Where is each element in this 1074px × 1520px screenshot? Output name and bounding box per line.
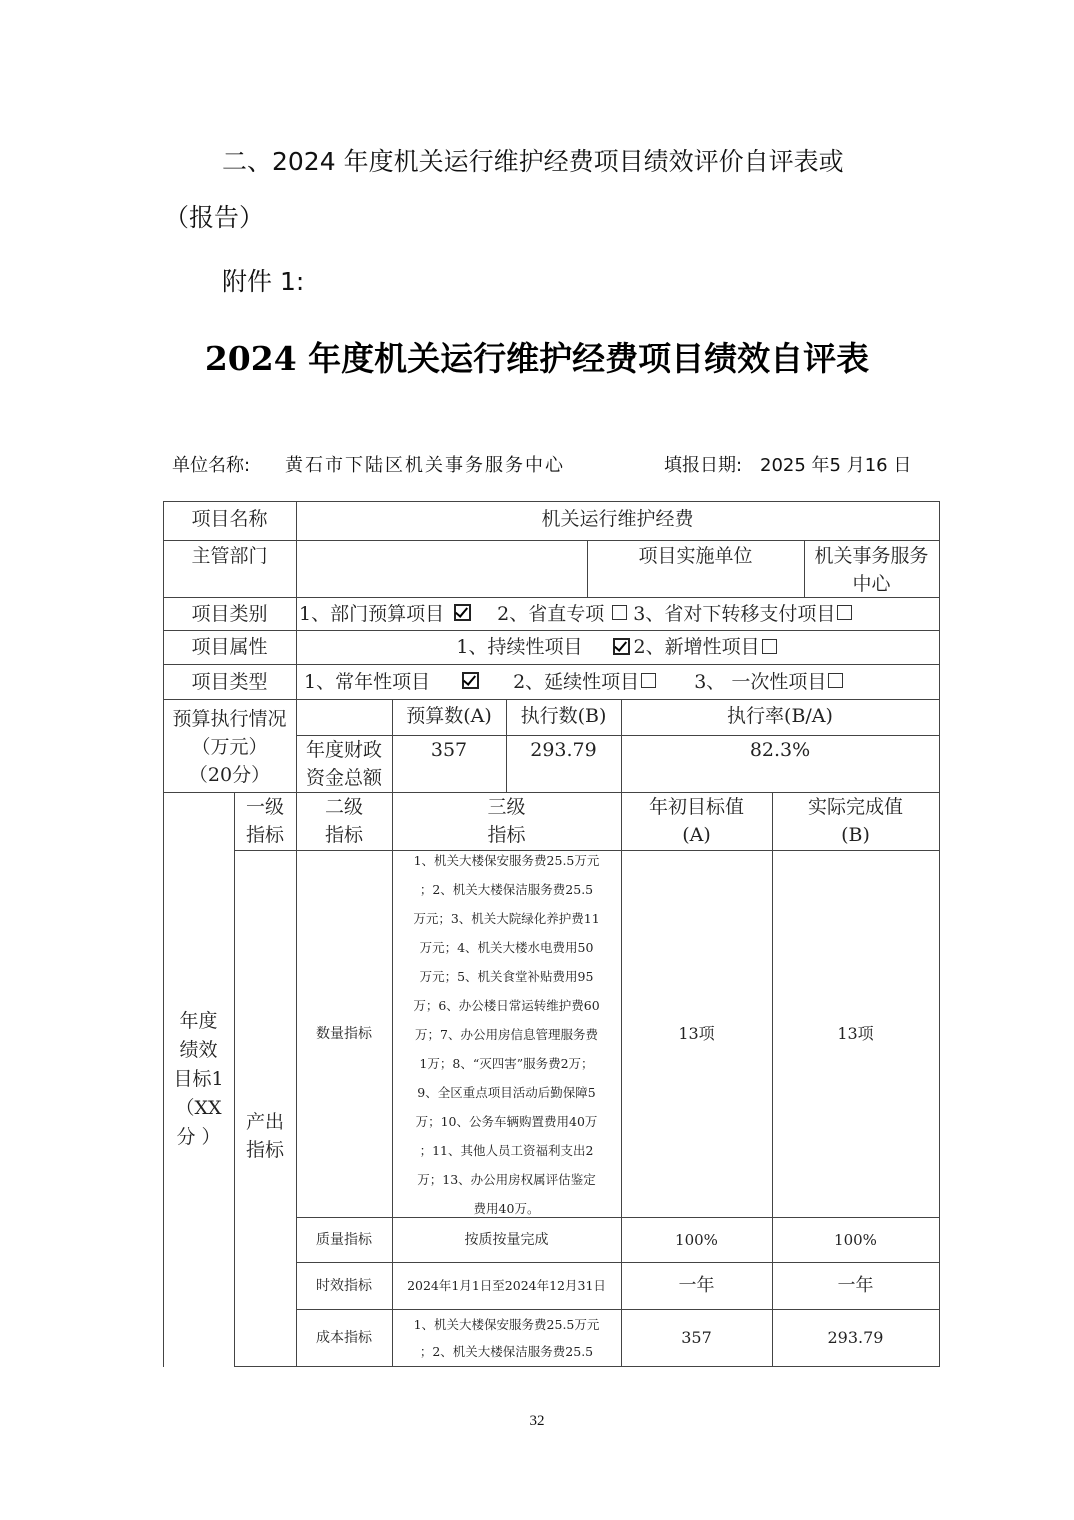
level3-cost <box>392 1310 621 1366</box>
level2-timeliness: 时效指标 <box>316 1277 372 1294</box>
type-option-1-label: 1、常年性项目 <box>304 670 431 693</box>
level3-line: ；2、机关大楼保洁服务费25.5 <box>419 881 594 897</box>
col-level2-header <box>296 792 392 850</box>
level2-quality: 质量指标 <box>316 1231 372 1248</box>
category-options <box>296 597 939 630</box>
attribute-options <box>296 630 939 664</box>
col-budget-header: 预算数(A) <box>406 705 492 727</box>
level3-line: 1、机关大楼保安服务费25.5万元 <box>413 1317 600 1332</box>
type-option-1[interactable] <box>304 668 483 696</box>
header-line: (A) <box>682 824 711 846</box>
level1-line: 指标 <box>245 1139 284 1161</box>
checked-checkbox-icon[interactable] <box>454 604 471 621</box>
level1-output-indicator <box>234 1106 296 1166</box>
type-option-3-label: 3、 一次性项目 <box>694 670 827 693</box>
fiscal-total-line1: 年度财政 <box>305 738 382 761</box>
type-label: 项目类型 <box>191 670 268 693</box>
section-heading-line1: 二、2024 年度机关运行维护经费项目绩效评价自评表或 <box>222 147 844 176</box>
col-target-header <box>621 792 772 850</box>
section-heading-line2: （报告） <box>164 203 265 232</box>
level3-quality: 按质按量完成 <box>464 1231 549 1248</box>
actual-quality: 100% <box>834 1230 877 1249</box>
table-border <box>939 501 940 1367</box>
header-line: 实际完成值 <box>807 796 903 818</box>
level3-line: 1、机关大楼保安服务费25.5万元 <box>413 852 600 868</box>
attribute-option-2-label: 2、新增性项目 <box>633 636 760 658</box>
header-line: 一级 <box>245 796 284 818</box>
category-option-1[interactable] <box>299 600 475 628</box>
target-quantity: 13项 <box>678 1023 715 1043</box>
dept-label: 主管部门 <box>191 545 268 567</box>
impl-unit-label: 项目实施单位 <box>638 545 753 567</box>
category-option-3-label: 3、省对下转移支付项目 <box>633 602 836 625</box>
attribute-option-1-label: 1、持续性项目 <box>456 636 583 658</box>
level3-line: 万元；5、机关食堂补贴费用95 <box>419 968 594 984</box>
rate-value: 82.3% <box>749 739 811 761</box>
project-name-label: 项目名称 <box>191 508 268 530</box>
level3-line: 万；10、公务车辆购置费用40万 <box>415 1113 598 1129</box>
checked-checkbox-icon[interactable] <box>613 638 630 655</box>
report-date-value: 2025 年5 月16 日 <box>760 455 912 476</box>
checked-checkbox-icon[interactable] <box>462 672 479 689</box>
budget-label-line1: 预算执行情况 <box>172 707 287 730</box>
level3-timeliness: 2024年1月1日至2024年12月31日 <box>407 1277 606 1293</box>
header-line: 指标 <box>487 824 526 846</box>
level3-line: 万元；3、机关大院绿化养护费11 <box>413 910 600 926</box>
level3-quantity <box>392 851 621 1217</box>
col-actual-header <box>772 792 939 850</box>
attribute-label: 项目属性 <box>191 636 268 658</box>
report-date-label: 填报日期: <box>664 455 743 476</box>
actual-quantity: 13项 <box>837 1023 874 1043</box>
level3-line: 万元；4、机关大楼水电费用50 <box>419 939 594 955</box>
empty-checkbox-icon[interactable] <box>762 639 777 654</box>
col-rate-header: 执行率(B/A) <box>727 705 833 727</box>
category-option-1-label: 1、部门预算项目 <box>299 602 445 625</box>
type-option-2-label: 2、延续性项目 <box>513 670 640 693</box>
level2-cost: 成本指标 <box>316 1329 372 1346</box>
attribute-option-2[interactable] <box>634 633 779 661</box>
header-line: 二级 <box>324 796 363 818</box>
budget-label-line3: （20分） <box>188 763 271 786</box>
header-line: 三级 <box>487 796 526 818</box>
goal-label-line: 绩效 <box>179 1038 218 1061</box>
header-line: 年初目标值 <box>648 796 744 818</box>
project-name-value: 机关运行维护经费 <box>541 508 694 530</box>
level3-line: 1万；8、“灭四害”服务费2万； <box>419 1055 594 1071</box>
type-options <box>296 664 939 699</box>
level3-line: 万；6、办公楼日常运转维护费60 <box>413 997 600 1013</box>
goal-label-line: 目标1 <box>173 1067 224 1090</box>
budget-execution-label <box>163 699 296 792</box>
exec-value: 293.79 <box>530 739 597 761</box>
header-line: (B) <box>841 824 870 846</box>
empty-checkbox-icon[interactable] <box>828 673 843 688</box>
col-level1-header <box>234 792 296 850</box>
header-line: 指标 <box>324 824 363 846</box>
fiscal-total-line2: 资金总额 <box>305 766 382 789</box>
table-rule <box>234 792 235 1367</box>
unit-name-label: 单位名称: <box>172 455 251 476</box>
level1-line: 产出 <box>245 1111 284 1133</box>
level3-line: 万；7、办公用房信息管理服务费 <box>415 1026 598 1042</box>
budget-value: 357 <box>430 739 468 761</box>
type-option-3[interactable] <box>694 668 845 696</box>
category-label: 项目类别 <box>191 602 268 625</box>
fiscal-total-label <box>296 735 392 792</box>
empty-checkbox-icon[interactable] <box>641 673 656 688</box>
col-exec-header: 执行数(B) <box>520 705 607 727</box>
level3-line: 费用40万。 <box>473 1200 540 1216</box>
goal-label-line: 分 ） <box>176 1125 221 1148</box>
document-title: 2024 年度机关运行维护经费项目绩效自评表 <box>204 339 870 378</box>
target-cost: 357 <box>681 1327 712 1347</box>
attachment-label: 附件 1: <box>222 267 305 296</box>
level2-quantity: 数量指标 <box>316 1025 372 1042</box>
attribute-option-1[interactable] <box>456 633 633 661</box>
category-option-2-label: 2、省直专项 <box>497 602 605 625</box>
goal-label-line: 年度 <box>179 1009 218 1032</box>
level3-line: 万；13、办公用房权属评估鉴定 <box>417 1171 596 1187</box>
target-quality: 100% <box>675 1230 718 1249</box>
target-timeliness: 一年 <box>678 1274 715 1296</box>
annual-goal-label <box>163 792 234 1366</box>
col-level3-header <box>392 792 621 850</box>
table-rule <box>234 1366 940 1367</box>
category-option-3[interactable] <box>633 600 854 628</box>
impl-unit-value: 机关事务服务中心 <box>814 545 929 595</box>
unit-name-value: 黄石市下陆区机关事务服务中心 <box>285 455 565 476</box>
type-option-2[interactable] <box>513 668 658 696</box>
level3-line: ；2、机关大楼保洁服务费25.5 <box>419 1344 594 1359</box>
header-line: 指标 <box>245 824 284 846</box>
page-number: 32 <box>529 1413 545 1429</box>
actual-timeliness: 一年 <box>837 1274 874 1296</box>
goal-label-line: （XX <box>175 1096 222 1119</box>
empty-checkbox-icon[interactable] <box>837 605 852 620</box>
dept-value <box>296 540 587 597</box>
level3-line: 9、全区重点项目活动后勤保障5 <box>417 1084 596 1100</box>
actual-cost: 293.79 <box>827 1327 884 1347</box>
budget-label-line2: （万元） <box>191 735 268 758</box>
category-option-2[interactable] <box>497 600 629 628</box>
level3-line: ；11、其他人员工资福利支出2 <box>419 1142 594 1158</box>
empty-checkbox-icon[interactable] <box>612 605 627 620</box>
